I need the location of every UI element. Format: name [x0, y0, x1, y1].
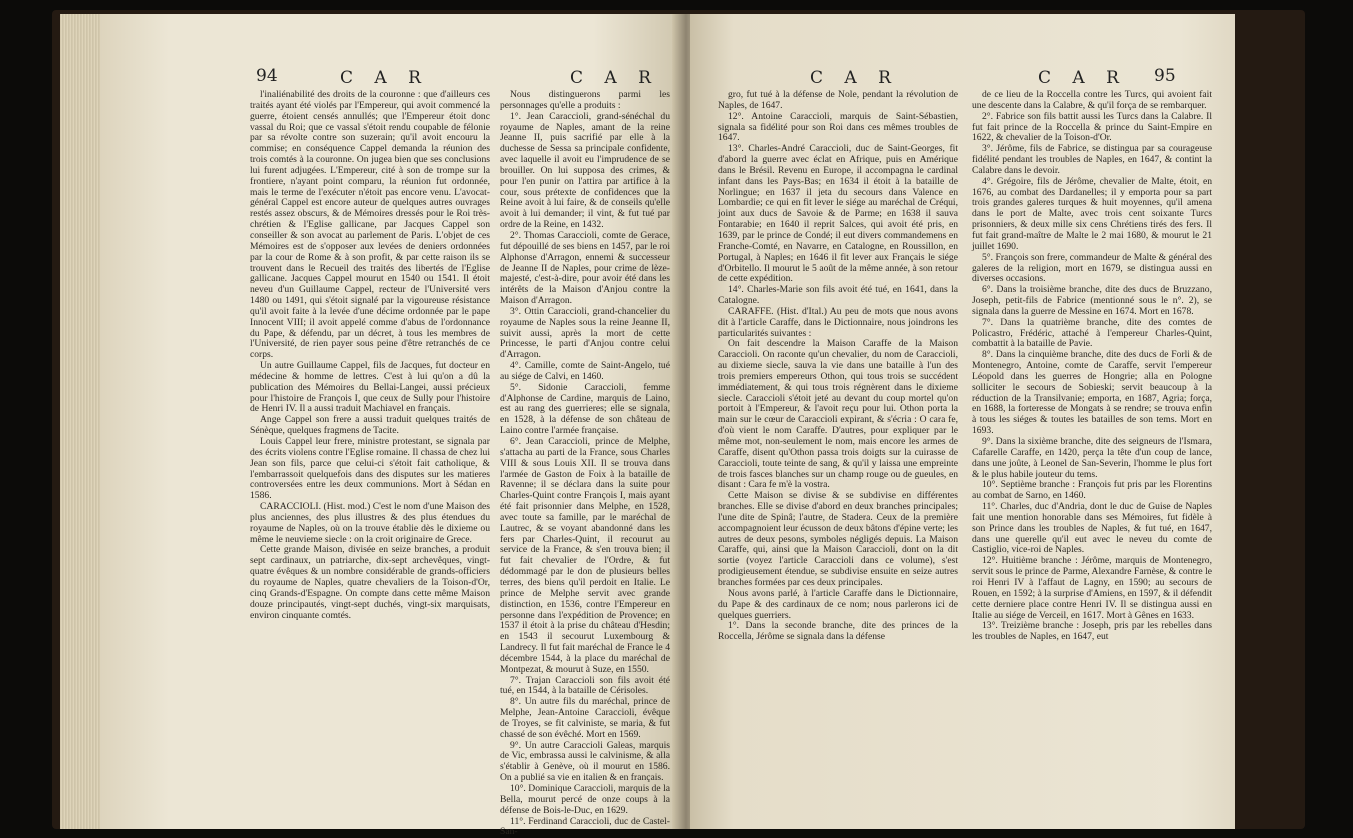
right-page — [690, 14, 1235, 829]
paragraph: 12°. Huitième branche : Jérôme, marquis de Montenegro, servit sous le prince de Parme, Alexandre Farnèse, & contre le roi Henri IV à l'affaut de Lagny, en 1590; au secours de Rouen, en 1592; à la surprise d'Amiens, en 1597, & il défendit cette derniere place contre Henri IV. Il se distingua aussi en Italie au siége de Verceil, en 1617. Mort à Gênes en 1633. — [972, 555, 1212, 621]
right-page-column-1 — [718, 90, 958, 730]
paragraph: de ce lieu de la Roccella contre les Turcs, qui avoient fait une descente dans la Calabre, & qu'il força de se rembarquer. — [972, 89, 1212, 111]
paragraph: 13°. Treizième branche : Joseph, pris par les rebelles dans les troubles de Naples, en 1647, eut — [972, 620, 1212, 643]
right-page-column-2 — [972, 90, 1212, 730]
paragraph: 3°. Ottin Caraccioli, grand-chancelier du royaume de Naples sous la reine Jeanne II, suivit aussi, après la mort de cette Princesse, le parti d'Anjou contre celui d'Arragon. — [500, 305, 670, 361]
paragraph: 11°. Ferdinand Caraccioli, duc de Castel-San- — [500, 815, 670, 838]
paragraph: Nous avons parlé, à l'article Caraffe dans le Dictionnaire, du Pape & des cardinaux de ce nom; nous parlerons ici de quelques guerriers. — [718, 587, 958, 621]
paragraph: Un autre Guillaume Cappel, fils de Jacques, fut docteur en médecine & homme de lettres. C'est à lui qu'on a dû la publication des Mémoires du Bellai-Langei, aussi précieux pour l'histoire de François I, que ceux de Sully pour l'histoire de Henri IV. Il a aussi traduit Machiavel en français. — [250, 360, 490, 415]
paragraph: 13°. Charles-André Caraccioli, duc de Saint-Georges, fit d'abord la guerre avec éclat en Afrique, puis en Amérique dans le Brésil. Revenu en Europe, il accompagna le cardinal infant dans les Pays-Bas; en 1634 il étoit à la bataille de Norlingue; en 1637 il jeta du secours dans Valence en Lombardie; ce qui en fit lever le siége au maréchal de Créqui, joint aux ducs de Savoie & de Parme; en 1638 il sauva Fontarabie; en 1640 il reprit Salces, qui avoit été pris, en 1639, par le prince de Condé; il eut divers commandemens en Franche-Comté, en Navarre, en Catalogne, en Roussillon, en Portugal, à Naples; en 1646 il fit lever aux Français le siége d'Orbitello. Il mourut le 5 août de la même année, à son retour de cette expédition. — [718, 143, 958, 285]
paragraph: 1°. Dans la seconde branche, dite des princes de la Roccella, Jérôme se signala dans la défense — [718, 620, 958, 643]
paragraph: 14°. Charles-Marie son fils avoit été tué, en 1641, dans la Catalogne. — [718, 284, 958, 307]
paragraph: 8°. Dans la cinquième branche, dite des ducs de Forli & de Montenegro, Antoine, comte de Caraffe, servit l'empereur Léopold dans les guerres de Hongrie; alla en Pologne solliciter le secours de Sobieski; servit beaucoup à la réduction de la Transilvanie; emporta, en 1687, Agria; força, en 1688, la forteresse de Mongats à se rendre; se trouva enfin à tous les siéges & toutes les batailles de son tems. Mort en 1693. — [972, 349, 1212, 437]
paragraph: 9°. Dans la sixième branche, dite des seigneurs de l'Ismara, Cafarelle Caraffe, en 1420, perça la tête d'un coup de lance, dans une joûte, à Leonel de San-Severin, l'homme le plus fort & le plus habile jouteur du tems. — [972, 436, 1212, 480]
running-head-left-col2: C A R — [570, 68, 659, 88]
paragraph: 3°. Jérôme, fils de Fabrice, se distingua par sa courageuse fidélité pendant les troubles de Naples, en 1647, & contint la Calabre dans le devoir. — [972, 143, 1212, 176]
paragraph: Nous distinguerons parmi les personnages qu'elle a produits : — [500, 89, 670, 111]
paragraph: Cette grande Maison, divisée en seize branches, a produit sept cardinaux, un patriarche, dix-sept archevêques, vingt-quatre évêques & un nombre considérable de grands-officiers du royaume de Naples, quatre chevaliers de la Toison-d'Or, cinq Grands-d'Espagne. On compte dans cette même Maison douze principautés, vingt-sept duchés, vingt-six marquisats, environ cinquante comtés. — [250, 544, 490, 621]
running-head-right-col1: C A R — [810, 68, 899, 88]
paragraph: CARAFFE. (Hist. d'Ital.) Au peu de mots que nous avons dit à l'article Caraffe, dans le Dictionnaire, nous joindrons les particularités suivantes : — [718, 305, 958, 339]
paragraph: 10°. Dominique Caraccioli, marquis de la Bella, mourut percé de onze coups à la défense de Bois-le-Duc, en 1629. — [500, 783, 670, 816]
paragraph: 4°. Camille, comte de Saint-Angelo, tué au siége de Calvi, en 1460. — [500, 360, 670, 382]
paragraph: 2°. Thomas Caraccioli, comte de Gerace, fut dépouillé de ses biens en 1457, par le roi Alphonse d'Arragon, ennemi & successeur de Jeanne II de Naples, pour crime de lèze-majesté, c'est-à-dire, pour avoir été dans les intérêts de la Maison d'Anjou contre la Maison d'Arragon. — [500, 229, 670, 307]
paragraph: 5°. François son frere, commandeur de Malte & général des galeres de la religion, mort en 1679, se distingua aussi en diverses occasions. — [972, 251, 1212, 285]
left-page — [100, 14, 680, 838]
paragraph: 6°. Jean Caraccioli, prince de Melphe, s'attacha au parti de la France, sous Charles VIII & sous Louis XII. Il se trouva dans l'armée de Gaston de Foix à la bataille de Ravenne; il se déclara dans la suite pour Charles-Quint contre François I, mais ayant été fait prisonnier dans Melphe, en 1528, avec toute sa famille, par le maréchal de Lautrec, & se voyant abandonné dans les fers par Charles-Quint, il recourut au service de la France, & s'en trouva bien; il fut fait chevalier de l'Ordre, & fut dédommagé par le don de plusieurs belles terres, des biens qu'il perdoit en Italie. Le prince de Melphe servit avec grande distinction, en 1536, contre l'Empereur en personne dans l'expédition de Provence; en 1537 il étoit à la prise du château d'Hesdin; en 1543 il secourut Luxembourg & Landrecy. Il fut fait maréchal de France le 4 décembre 1544, à la place du maréchal de Montpezat, & mourut à Suze, en 1550. — [500, 436, 670, 675]
paragraph: 6°. Dans la troisième branche, dite des ducs de Bruzzano, Joseph, petit-fils de Fabrice (mentionné sous le n°. 2), se signala dans la guerre de Messine en 1674. Mort en 1678. — [972, 284, 1212, 317]
paragraph: 12°. Antoine Caraccioli, marquis de Saint-Sébastien, signala sa fidélité pour son Roi dans ces mêmes troubles de 1647. — [718, 110, 958, 144]
paragraph: 11°. Charles, duc d'Andria, dont le duc de Guise de Naples fait une mention honorable dans ses Mémoires, fut fidèle à son Prince dans les troubles de Naples, & fut tué, en 1647, dans une querelle qu'il eut avec le neveu du comte de Castiglio, vice-roi de Naples. — [972, 501, 1212, 556]
paragraph: Cette Maison se divise & se subdivise en différentes branches. Elle se divise d'abord en deux branches principales; l'une dite de Spinâ; l'autre, de Stadera. Ceux de la première accompagnoient leur écusson de deux bâtons d'épine verte; les autres de deux pesons, symboles négligés depuis. La Maison Caraffe, qui, ainsi que la Maison Caraccioli, dont on la dit sortie (voyez l'article Caraccioli dans ce volume), s'est prodigieusement étendue, se subdivise ensuite en seize autres branches formées par ces deux principales. — [718, 490, 958, 588]
paragraph: Louis Cappel leur frere, ministre protestant, se signala par des écrits violens contre l'Eglise romaine. Il chassa de chez lui Jean son fils, parce que celui-ci s'étoit fait catholique, & l'embarrassoit quelquefois dans des disputes sur les matieres controversées entre les deux communions. Mort à Sédan en 1586. — [250, 436, 490, 502]
paragraph: 4°. Grégoire, fils de Jérôme, chevalier de Malte, étoit, en 1676, au combat des Dardanelles; il y emporta pour sa part trois grandes galeres turques & huit moyennes, qu'il amena dans le port de Malte, avec trois cent soixante Turcs prisonniers, & deux mille six cens Chrétiens tirés des fers. Il fut fait grand-maître de Malte le 2 mai 1680, & mourut le 21 juillet 1690. — [972, 175, 1212, 252]
running-head-right-col2: C A R — [1038, 68, 1127, 88]
paragraph: l'inaliénabilité des droits de la couronne : que d'ailleurs ces traités ayant été violés par l'Empereur, qui avoit commencé la guerre, étoient censés annullés; que l'Empereur étoit donc vassal du Roi; que ce vassal s'étoit rendu coupable de félonie par sa révolte contre son suzerain; qu'il avoit encouru la commise; en conséquence Cappel demanda la réunion des trois comtés à la couronne. On jugea bien que ses conclusions lui furent adjugées. L'Empereur, cité à son de trompe sur la frontiere, n'ayant point comparu, la réunion fut ordonnée, mais le terme de l'exécuter n'étoit pas encore venu. L'avocat-général Cappel est encore auteur de quelques autres ouvrages restés assez obscurs, & de Mémoires dressés pour le Roi très-chrétien & l'Eglise gallicane, par Jacques Cappel son conseiller & son avocat au parlement de Paris. L'objet de ces Mémoires est de s'opposer aux levées de deniers ordonnées par la cour de Rome & à son profit, & par cette raison ils se trouvent dans le Recueil des traités des libertés de l'Eglise gallicane. Jacques Cappel mourut en 1540 ou 1541. Il étoit neveu d'un Guillaume Cappel, recteur de l'Université vers 1480 ou 1491, qui s'étoit signalé par la vigoureuse résistance qu'il avoit faite à la levée d'une décime ordonnée par le pape Innocent VIII; il avoit appelé comme d'abus de l'ordonnance du Pape, & défendu, par un décret, à tous les membres de l'Université, de rien payer sous peine d'être retranchés de ce corps. — [250, 89, 490, 361]
left-page-column-1 — [250, 90, 490, 748]
paragraph: CARACCIOLI. (Hist. mod.) C'est le nom d'une Maison des plus anciennes, des plus illustres & des plus étendues du royaume de Naples, où on la trouve établie dès le dixieme ou même le neuvieme siecle : on la croit originaire de Grece. — [250, 501, 490, 545]
paragraph: 5°. Sidonie Caraccioli, femme d'Alphonse de Cardine, marquis de Laino, est au rang des guerrieres; elle se signala, en 1528, à la défense de son château de Laino contre l'armée française. — [500, 381, 670, 437]
paragraph: gro, fut tué à la défense de Nole, pendant la révolution de Naples, de 1647. — [718, 89, 958, 111]
paragraph: 7°. Dans la quatrième branche, dite des comtes de Policastro, Frédéric, attaché à l'empereur Charles-Quint, combattit à la bataille de Pavie. — [972, 316, 1212, 350]
paragraph: 10°. Septième branche : François fut pris par les Florentins au combat de Sarno, en 1460. — [972, 479, 1212, 502]
paragraph: On fait descendre la Maison Caraffe de la Maison Caraccioli. On raconte qu'un chevalier, du nom de Caraccioli, au dixieme siecle, sauva la vie dans une bataille à l'un des trois premiers empereurs Othon, qui tous trois se succédent immédiatement, & qui tous trois régnèrent dans le dixieme siecle. Caraccioli s'étoit jeté au devant du coup mortel qu'on portoit à l'Empereur, & l'avoit reçu pour lui. Othon porta la main sur le cœur de Caraccioli expirant, & s'écria : O cara fe, d'où vient le nom Caraffe. D'autres, pour expliquer par le même mot, non-seulement le nom, mais encore les armes de Caraffe, disent qu'Othon passa trois doigts sur la cuirasse de Caraccioli, toute teinte de sang, & qu'il y laissa une empreinte de trois fasces blanches sur un champ rouge ou de gueules, en disant : Cara fe m'è la vostra. — [718, 338, 958, 491]
paragraph: 2°. Fabrice son fils battit aussi les Turcs dans la Calabre. Il fut fait prince de la Roccella & prince du Saint-Empire en 1622, & chevalier de la Toison-d'Or. — [972, 110, 1212, 144]
paragraph: 1°. Jean Caraccioli, grand-sénéchal du royaume de Naples, amant de la reine Jeanne II, puis sacrifié par elle à la duchesse de Sessa sa principale confidente, avec laquelle il avoit eu l'imprudence de se brouiller. On lui supposa des crimes, & pour l'en punir on l'attira par artifice à la cour, sous prétexte de confidences que la Reine avoit à lui faire, & de conseils qu'elle avoit à lui demander; il vint, & fut tué par ordre de la Reine, en 1432. — [500, 110, 670, 231]
page-number-left: 94 — [256, 66, 278, 86]
paragraph: 7°. Trajan Caraccioli son fils avoit été tué, en 1544, à la bataille de Cérisoles. — [500, 674, 670, 697]
running-head-left-col1: C A R — [340, 68, 429, 88]
left-page-column-2 — [500, 89, 670, 838]
paragraph: Ange Cappel son frere a aussi traduit quelques traités de Sénèque, quelques fragmens de Tacite. — [250, 414, 490, 437]
paragraph: 8°. Un autre fils du maréchal, prince de Melphe, Jean-Antoine Caraccioli, évêque de Troyes, se fit calviniste, se maria, & fut chassé de son évêché. Mort en 1569. — [500, 696, 670, 740]
paragraph: 9°. Un autre Caraccioli Galeas, marquis de Vic, embrassa aussi le calvinisme, & alla s'établir à Genève, où il mourut en 1586. On a publié sa vie en italien & en français. — [500, 739, 670, 784]
page-number-right: 95 — [1154, 66, 1176, 86]
